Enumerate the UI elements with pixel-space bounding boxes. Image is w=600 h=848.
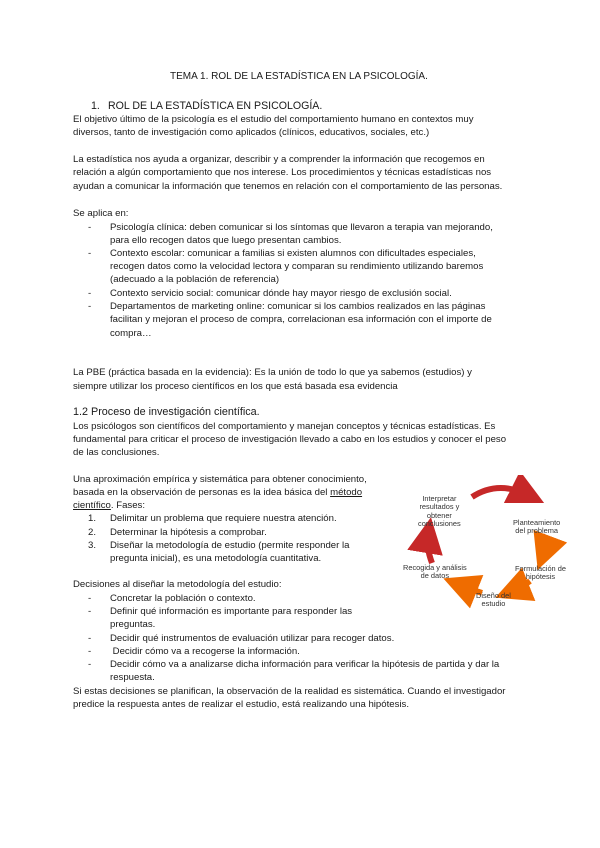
cycle-label-line: hipótesis <box>525 572 556 582</box>
step-text: pregunta inicial), es una metodología cuantitativa. <box>110 553 322 564</box>
paragraph-line: La estadística nos ayuda a organizar, describir y a comprender la información que recogemos en <box>73 154 485 165</box>
bullet-dash: - <box>88 659 92 670</box>
bullet-dash: - <box>88 301 92 312</box>
list-item: Departamentos de marketing online: comunicar si los cambios realizados en las páginas <box>110 301 486 312</box>
cycle-label-interpret <box>418 495 461 529</box>
list-item: respuesta. <box>110 672 155 683</box>
section-heading: ROL DE LA ESTADÍSTICA EN PSICOLOGÍA. <box>108 100 323 112</box>
text-run: . Fases: <box>110 500 145 511</box>
list-item: Contexto servicio social: comunicar dónde hay mayor riesgo de exclusión social. <box>110 288 452 299</box>
page-title: TEMA 1. ROL DE LA ESTADÍSTICA EN LA PSICOLOGÍA. <box>170 71 428 82</box>
paragraph-line: La PBE (práctica basada en la evidencia): Es la unión de todo lo que ya sabemos (estudios) y <box>73 367 472 378</box>
cycle-label-collect <box>403 564 467 581</box>
paragraph-line <box>73 486 362 500</box>
cycle-arrow <box>472 488 528 497</box>
list-item: para ello recogen datos que luego presentan cambios. <box>110 235 342 246</box>
cycle-label-line: Recogida y análisis <box>403 563 467 572</box>
subsection-heading: 1.2 Proceso de investigación científica. <box>73 406 260 418</box>
cycle-label-hypothesis <box>515 565 566 582</box>
paragraph-line: relación a algún comportamiento que nos interese. Los procedimientos y técnicas estadísticas nos <box>73 167 492 178</box>
cycle-label-line: resultados y <box>419 502 460 512</box>
paragraph-line: fundamental para criticar el proceso de investigación llevado a cabo en los estudios y conocer el peso <box>73 434 507 445</box>
method-link-text: método <box>330 487 363 498</box>
list-item: Decidir cómo va a recogerse la información. <box>110 646 300 657</box>
bullet-dash: - <box>88 593 92 604</box>
cycle-label-line: estudio <box>481 599 506 609</box>
bullet-dash: - <box>88 248 92 259</box>
bullet-dash: - <box>88 646 92 657</box>
cycle-arrow <box>542 535 545 553</box>
list-item: (adecuado a la población de referencia) <box>110 274 280 285</box>
list-item: Psicología clínica: deben comunicar si los síntomas que llevaron a terapia van mejorando, <box>110 222 493 233</box>
list-item: Decidir cómo va a analizarse dicha información para verificar la hipótesis de partida y dar la <box>110 659 500 670</box>
bullet-dash: - <box>88 222 92 233</box>
paragraph-line: El objetivo último de la psicología es el estudio del comportamiento humano en contextos muy <box>73 114 474 125</box>
paragraph-line: Los psicólogos son científicos del comportamiento y manejan conceptos y técnicas estadísticas. Es <box>73 421 496 432</box>
cycle-arrow <box>428 535 433 563</box>
list-item: Decidir qué instrumentos de evaluación utilizar para recoger datos. <box>110 633 395 644</box>
list-item: Concretar la población o contexto. <box>110 593 256 604</box>
step-number: 3. <box>88 540 97 551</box>
section-number: 1. <box>91 100 100 112</box>
step-text: Diseñar la metodología de estudio (permite responder la <box>110 540 350 551</box>
list-label: Se aplica en: <box>73 208 129 219</box>
list-item: compra… <box>110 328 152 339</box>
bullet-dash: - <box>88 633 92 644</box>
step-text: Determinar la hipótesis a comprobar. <box>110 527 267 538</box>
cycle-label-design <box>476 592 511 609</box>
list-item: Contexto escolar: comunicar a familias si existen alumnos con dificultades especiales, <box>110 248 476 259</box>
step-number: 2. <box>88 527 97 538</box>
list-item: preguntas. <box>110 619 156 630</box>
paragraph-line: Si estas decisiones se planifican, la observación de la realidad es sistemática. Cuando el investigador <box>73 686 506 697</box>
cycle-label-line: Interpretar <box>422 494 457 503</box>
paragraph-line: siempre utilizar los proceso científicos en los que está basada esa evidencia <box>73 381 398 392</box>
paragraph-line: ayudan a comunicar la información que tenemos en relación con el comportamiento de las personas. <box>73 181 503 192</box>
list-item: recogen datos como la velocidad lectora y comparan su rendimiento utilizando baremos <box>110 261 484 272</box>
bullet-dash: - <box>88 606 92 617</box>
list-item: Definir qué información es importante para responder las <box>110 606 353 617</box>
cycle-label-line: conclusiones <box>418 519 461 529</box>
cycle-label-line: de datos <box>420 571 450 581</box>
cycle-label-line: Formulación de <box>515 564 566 573</box>
list-item: facilitan y mejoran el proceso de compra, correlacionan esa información con el importe de <box>110 314 492 325</box>
cycle-label-line: obtener <box>426 510 452 520</box>
cycle-label-line: del problema <box>515 526 558 536</box>
step-text: Delimitar un problema que requiere nuestra atención. <box>110 513 337 524</box>
list-label: Decisiones al diseñar la metodología del estudio: <box>73 579 282 590</box>
method-link-text: científico <box>73 500 111 511</box>
step-number: 1. <box>88 513 97 524</box>
text-run: basada en la observación de personas es la idea básica del <box>73 487 331 498</box>
cycle-arrow <box>512 581 530 591</box>
paragraph-line <box>73 499 145 513</box>
cycle-label-plan <box>513 519 560 536</box>
bullet-dash: - <box>88 288 92 299</box>
paragraph-line: Una aproximación empírica y sistemática para obtener conocimiento, <box>73 474 367 485</box>
cycle-label-line: Diseño del <box>476 591 511 600</box>
paragraph-line: diversos, tanto de investigación como aplicados (clínicos, educativos, sociales, etc.) <box>73 127 430 138</box>
paragraph-line: predice la respuesta antes de realizar el estudio, está realizando una hipótesis. <box>73 699 409 710</box>
cycle-label-line: Planteamiento <box>513 518 561 527</box>
paragraph-line: de las conclusiones. <box>73 447 160 458</box>
